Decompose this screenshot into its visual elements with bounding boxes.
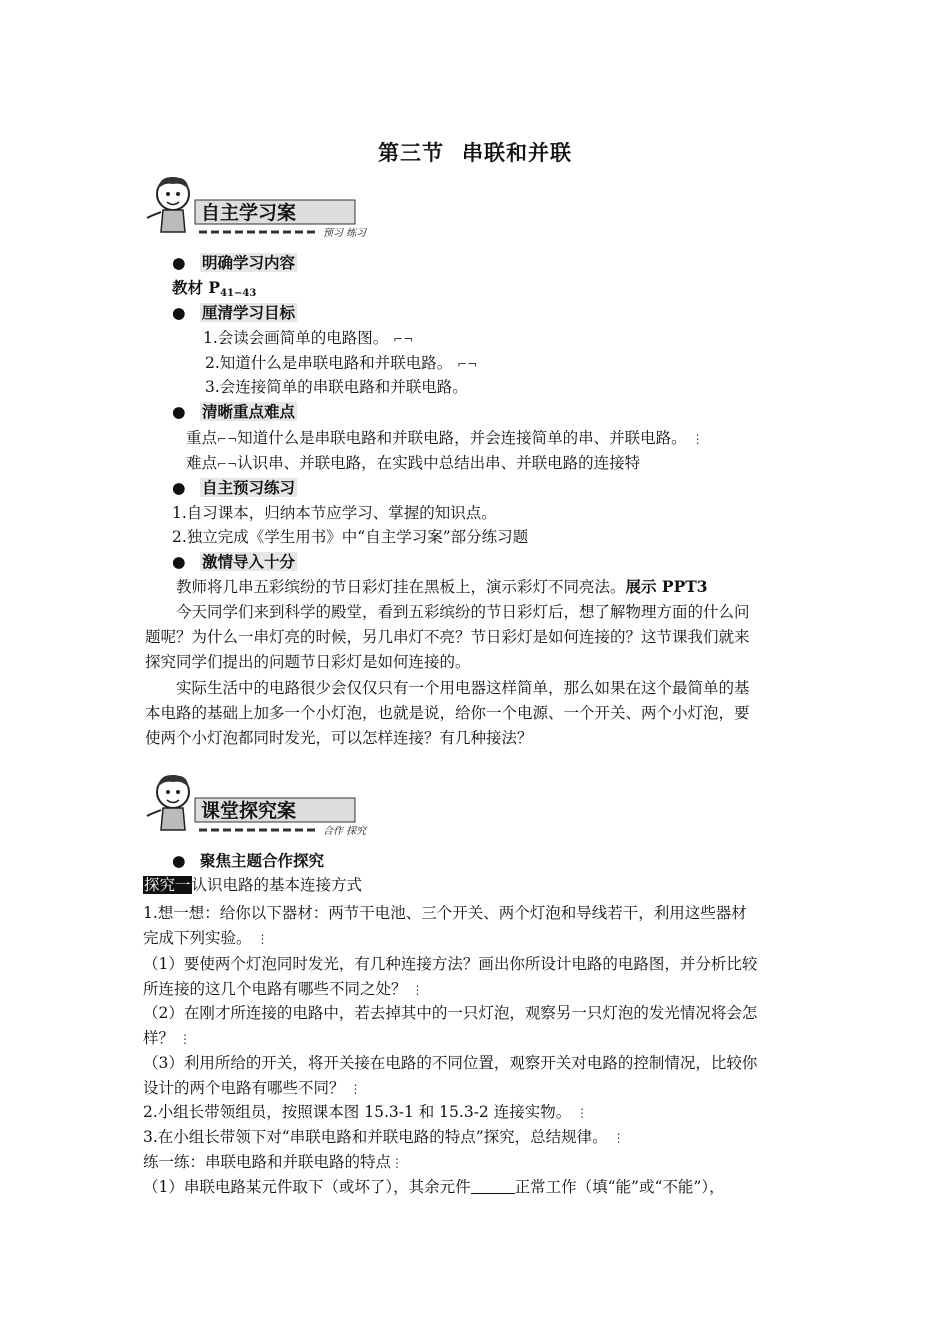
answer-blank[interactable] bbox=[471, 1177, 515, 1194]
question-3: 3.在小组长带领下对“串联电路和并联电路的特点”探究，总结规律。 ⋮ bbox=[143, 1128, 625, 1146]
question-1a-line-2: 所连接的这几个电路有哪些不同之处？ ⋮ bbox=[143, 980, 424, 998]
textbook-pages: 教材 $P_{41-43}$ bbox=[172, 278, 257, 299]
page-title bbox=[0, 137, 950, 167]
paragraph-1-line-1: 今天同学们来到科学的殿堂，看到五彩缤纷的节日彩灯后，想了解物理方面的什么问 bbox=[176, 603, 750, 621]
class-exploration-banner bbox=[143, 770, 393, 840]
bullet-key-points: ● 清晰重点难点 bbox=[172, 402, 296, 421]
goal-2: 2.知道什么是串联电路和并联电路。 ⌐¬ bbox=[205, 354, 478, 372]
question-1-line-2: 完成下列实验。 ⋮ bbox=[143, 929, 269, 947]
question-1c-line-1: （3）利用所给的开关，将开关接在电路的不同位置，观察开关对电路的控制情况，比较你 bbox=[143, 1054, 758, 1072]
bullet-focus: ● 聚焦主题合作探究 bbox=[172, 851, 325, 870]
paragraph-1-line-3: 探究同学们提出的问题节日彩灯是如何连接的。 bbox=[145, 653, 471, 671]
bullet-preview: ● 自主预习练习 bbox=[172, 478, 296, 497]
banner-heading: 自主学习案 bbox=[201, 202, 297, 224]
banner-heading: 课堂探究案 bbox=[201, 800, 297, 822]
paragraph-2-line-2: 本电路的基础上加多一个小灯泡，也就是说，给你一个电源、一个开关、两个小灯泡，要 bbox=[145, 704, 750, 722]
cartoon-boy-icon bbox=[147, 775, 189, 830]
section-number: 第三节 bbox=[378, 140, 444, 165]
intro-line: 教师将几串五彩缤纷的节日彩灯挂在黑板上，演示彩灯不同亮法。展示 PPT3 bbox=[176, 577, 708, 596]
practice-heading: 练一练：串联电路和并联电路的特点⋮ bbox=[143, 1153, 404, 1171]
banner-subheading: 合作 探究 bbox=[323, 826, 367, 837]
bullet-intro: ● 激情导入十分 bbox=[172, 552, 296, 571]
exploration-1-heading: 探究一认识电路的基本连接方式 bbox=[144, 876, 363, 894]
question-1c-line-2: 设计的两个电路有哪些不同？ ⋮ bbox=[143, 1079, 362, 1097]
bullet-goals: ● 厘清学习目标 bbox=[172, 303, 296, 322]
question-1b-line-2: 样？ ⋮ bbox=[143, 1029, 191, 1047]
question-1a-line-1: （1）要使两个灯泡同时发光，有几种连接方法？画出你所设计电路的电路图，并分析比较 bbox=[143, 955, 758, 973]
self-study-banner bbox=[143, 172, 393, 242]
question-1b-line-1: （2）在刚才所连接的电路中，若去掉其中的一只灯泡，观察另一只灯泡的发光情况将会怎 bbox=[143, 1004, 758, 1022]
cartoon-boy-icon bbox=[147, 177, 189, 232]
banner-subheading: 预习 练习 bbox=[323, 228, 367, 239]
difficult-point: 难点⌐¬认识串、并联电路，在实践中总结出串、并联电路的连接特 bbox=[186, 454, 641, 472]
key-point: 重点⌐¬知道什么是串联电路和并联电路，并会连接简单的串、并联电路。 ⋮ bbox=[186, 429, 704, 447]
section-title: 串联和并联 bbox=[462, 140, 572, 165]
paragraph-1-line-2: 题呢？为什么一串灯亮的时候，另几串灯不亮？节日彩灯是如何连接的？这节课我们就来 bbox=[145, 628, 750, 646]
question-2: 2.小组长带领组员，按照课本图 15.3-1 和 15.3-2 连接实物。 ⋮ bbox=[143, 1103, 589, 1121]
question-1-line-1: 1.想一想：给你以下器材：两节干电池、三个开关、两个灯泡和导线若干，利用这些器材 bbox=[143, 904, 747, 922]
goal-1: 1.会读会画简单的电路图。 ⌐¬ bbox=[203, 329, 414, 347]
paragraph-2-line-3: 使两个小灯泡都同时发光，可以怎样连接？有几种接法？ bbox=[145, 729, 533, 747]
practice-item-1: （1）串联电路某元件取下（或坏了），其余元件 正常工作（填“能”或“不能”）， bbox=[143, 1178, 725, 1196]
goal-3: 3.会连接简单的串联电路和并联电路。 bbox=[205, 378, 468, 396]
preview-1: 1.自习课本，归纳本节应学习、掌握的知识点。 bbox=[172, 504, 497, 522]
paragraph-2-line-1: 实际生活中的电路很少会仅仅只有一个用电器这样简单，那么如果在这个最简单的基 bbox=[176, 679, 750, 697]
preview-2: 2.独立完成《学生用书》中“自主学习案”部分练习题 bbox=[172, 528, 529, 546]
bullet-content: ● 明确学习内容 bbox=[172, 253, 296, 272]
